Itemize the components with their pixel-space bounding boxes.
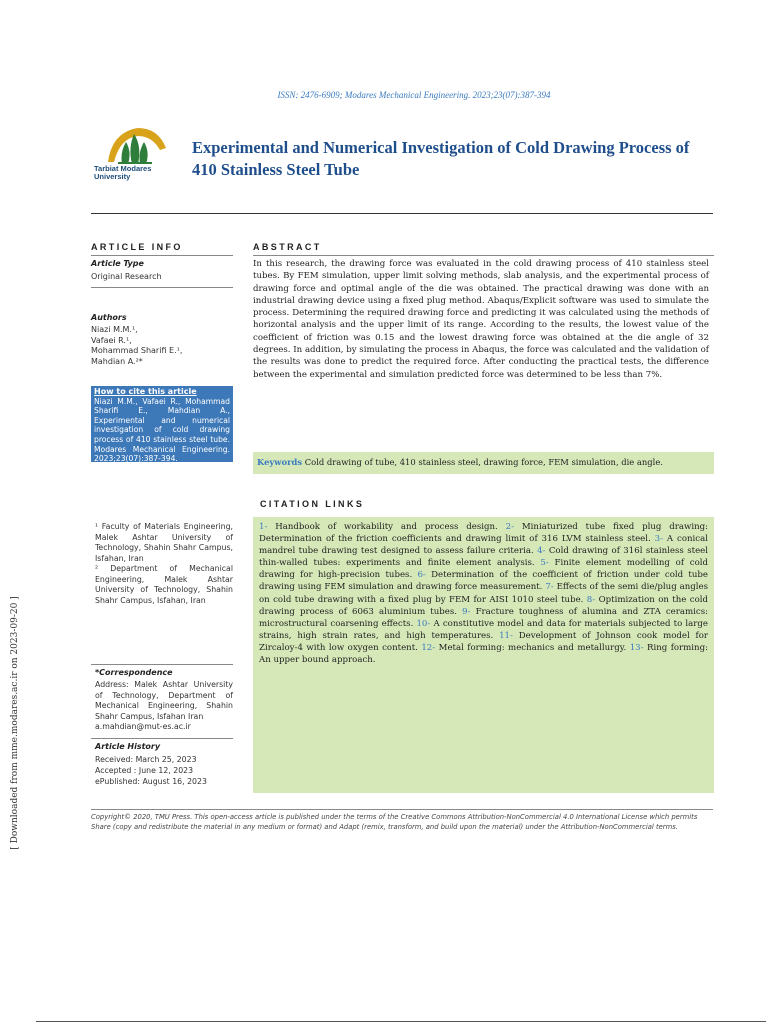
how-to-cite-box <box>91 386 233 462</box>
citation-title: Optimization on the cold drawing process of 6063 aluminium tubes. <box>259 594 709 617</box>
citation-title: A constitutive model and data for materials subjected to large strains, high strain rates, and high temperatures. <box>259 618 708 641</box>
author: Mahdian A.²* <box>91 356 143 366</box>
citation-title: Handbook of workability and process design. <box>275 522 506 532</box>
correspondence-address <box>95 680 233 733</box>
citation-title: Finite element modelling of cold drawing for high-precision tubes. <box>259 558 709 581</box>
download-note: [ Downloaded from mme.modares.ac.ir on 2023-09-20 ] <box>10 596 20 850</box>
affiliations <box>95 522 233 606</box>
citation-title: Fracture toughness of alumina and ZTA ceramics: microstructural coarsening effects. <box>259 606 709 629</box>
article-history-label: Article History <box>95 742 161 751</box>
how-to-cite-text: Niazi M.M., Vafaei R., Mohammad Sharifi E., Mahdian A., Experimental and numerical investigation of cold drawing process of 410 stainless steel tube. Modares Mechanical Engineering. 2023;23(07):387-394. <box>94 396 230 464</box>
citation-number[interactable]: 6- <box>417 570 432 581</box>
author: Niazi M.M.¹, <box>91 325 138 334</box>
keywords-box <box>253 452 714 474</box>
citation-number[interactable]: 3- <box>654 534 667 545</box>
citation-number[interactable]: 13- <box>629 642 647 653</box>
citation-title: Miniaturized tube fixed plug drawing: Determination of the friction coefficients and drawing limit of 316 LVM stainless steel. <box>259 522 709 545</box>
paper-title: Experimental and Numerical Investigation of Cold Drawing Process of 410 Stainless Steel Tube <box>192 138 690 179</box>
divider <box>91 664 233 665</box>
keywords-label: Keywords <box>257 457 303 467</box>
citation-links-box <box>253 517 714 793</box>
citation-number[interactable]: 12- <box>421 642 439 653</box>
accepted-date: Accepted : June 12, 2023 <box>95 766 194 775</box>
divider <box>91 287 233 288</box>
citation-title: A conical mandrel tube drawing test designed to assess failure criteria. <box>259 534 708 557</box>
citation-number[interactable]: 2- <box>505 522 522 532</box>
divider <box>91 255 233 256</box>
citation-number[interactable]: 10- <box>416 618 434 629</box>
citation-number[interactable]: 1- <box>259 522 276 532</box>
affiliation: ¹ Faculty of Materials Engineering, Malek Ashtar University of Technology, Shahin Shahr Campus, Isfahan, Iran <box>95 522 233 563</box>
divider <box>91 809 713 810</box>
citation-number[interactable]: 11- <box>499 630 519 641</box>
how-to-cite-title[interactable]: How to cite this article <box>94 387 197 396</box>
article-type-label: Article Type <box>91 259 144 268</box>
keywords-text: Cold drawing of tube, 410 stainless steel, drawing force, FEM simulation, die angle. <box>304 457 663 467</box>
citation-links-heading: CITATION LINKS <box>260 499 365 509</box>
article-info-heading: ARTICLE INFO <box>91 242 183 252</box>
article-history <box>95 754 207 787</box>
university-name: Tarbiat Modares University <box>94 164 152 181</box>
divider <box>253 255 714 256</box>
authors-label: Authors <box>91 313 127 322</box>
citation-title: Metal forming: mechanics and metallurgy. <box>438 642 630 653</box>
citation-title: Ring forming: An upper bound approach. <box>259 642 708 666</box>
correspondence-email[interactable]: a.mahdian@mut-es.ac.ir <box>95 722 191 731</box>
citation-number[interactable]: 9- <box>462 606 476 617</box>
citation-number[interactable]: 5- <box>540 558 555 569</box>
copyright-notice: Copyright© 2020, TMU Press. This open-access article is published under the terms of the Creative Commons Attribution-NonCommercial 4.0 International License which permits Share (copy and redistribute the material in any medium or format) and Adapt (remix, transform, and build upon the material) under the Attribution-NonCommercial terms. <box>91 813 698 831</box>
citation-title: Cold drawing of 316l stainless steel thin-walled tubes: experiments and finite element analysis. <box>259 546 708 569</box>
correspondence-label: *Correspondence <box>95 668 173 677</box>
citation-number[interactable]: 7- <box>545 582 557 593</box>
citation-number[interactable]: 8- <box>586 594 599 605</box>
header-rule <box>91 213 713 214</box>
abstract-heading: ABSTRACT <box>253 242 322 252</box>
bottom-rule <box>36 1021 766 1022</box>
issn-line: ISSN: 2476-6909; Modares Mechanical Engineering. 2023;23(07):387-394 <box>277 90 551 100</box>
author: Vafaei R.¹, <box>91 335 132 345</box>
author: Mohammad Sharifi E.¹, <box>91 346 183 355</box>
published-date: ePublished: August 16, 2023 <box>95 777 207 786</box>
citation-number[interactable]: 4- <box>537 546 549 557</box>
abstract-text: In this research, the drawing force was evaluated in the cold drawing process of 410 stainless steel tubes. By FEM simulation, upper limit solving methods, slab analysis, and the experimental process of drawing force and optimal angle of the die was obtained. The practical drawing was done with an industrial drawing device using a fixed plug method. Abaqus/Explicit software was used to simulate the process. Determining the required drawing force and predicting it was calculated using the methods of horizontal analysis and the upper limit of its range. According to the results, the lowest value of the coefficient of friction was 0.15 and the lowest drawing force was obtained at the die angle of 32 degrees. In addition, by simulating the process in Abaqus, the force was calculated and the validation of the results was done to predict the required force. After conducting the practical tests, the difference between the experimental and simulation predicted force was determined to be less than 7%. <box>253 259 709 380</box>
divider <box>91 738 233 739</box>
correspondence-text: Address: Malek Ashtar University of Technology, Department of Mechanical Engineering, Shahin Shahr Campus, Isfahan Iran <box>95 680 233 721</box>
affiliation: ² Department of Mechanical Engineering, Malek Ashtar University of Technology, Shahin Shahr Campus, Isfahan, Iran <box>95 564 233 605</box>
citation-title: Effects of the semi die/plug angles on cold tube drawing with a fixed plug by FEM for AISI 1010 steel tube. <box>259 582 708 605</box>
citation-title: Determination of the coefficient of friction under cold tube drawing using FEM simulation and drawing force measurement. <box>259 570 709 593</box>
authors-list <box>91 325 233 367</box>
received-date: Received: March 25, 2023 <box>95 755 197 764</box>
article-type-value: Original Research <box>91 272 162 281</box>
citation-title: Development of Johnson cook model for Zircaloy-4 with low oxygen content. <box>259 630 709 653</box>
